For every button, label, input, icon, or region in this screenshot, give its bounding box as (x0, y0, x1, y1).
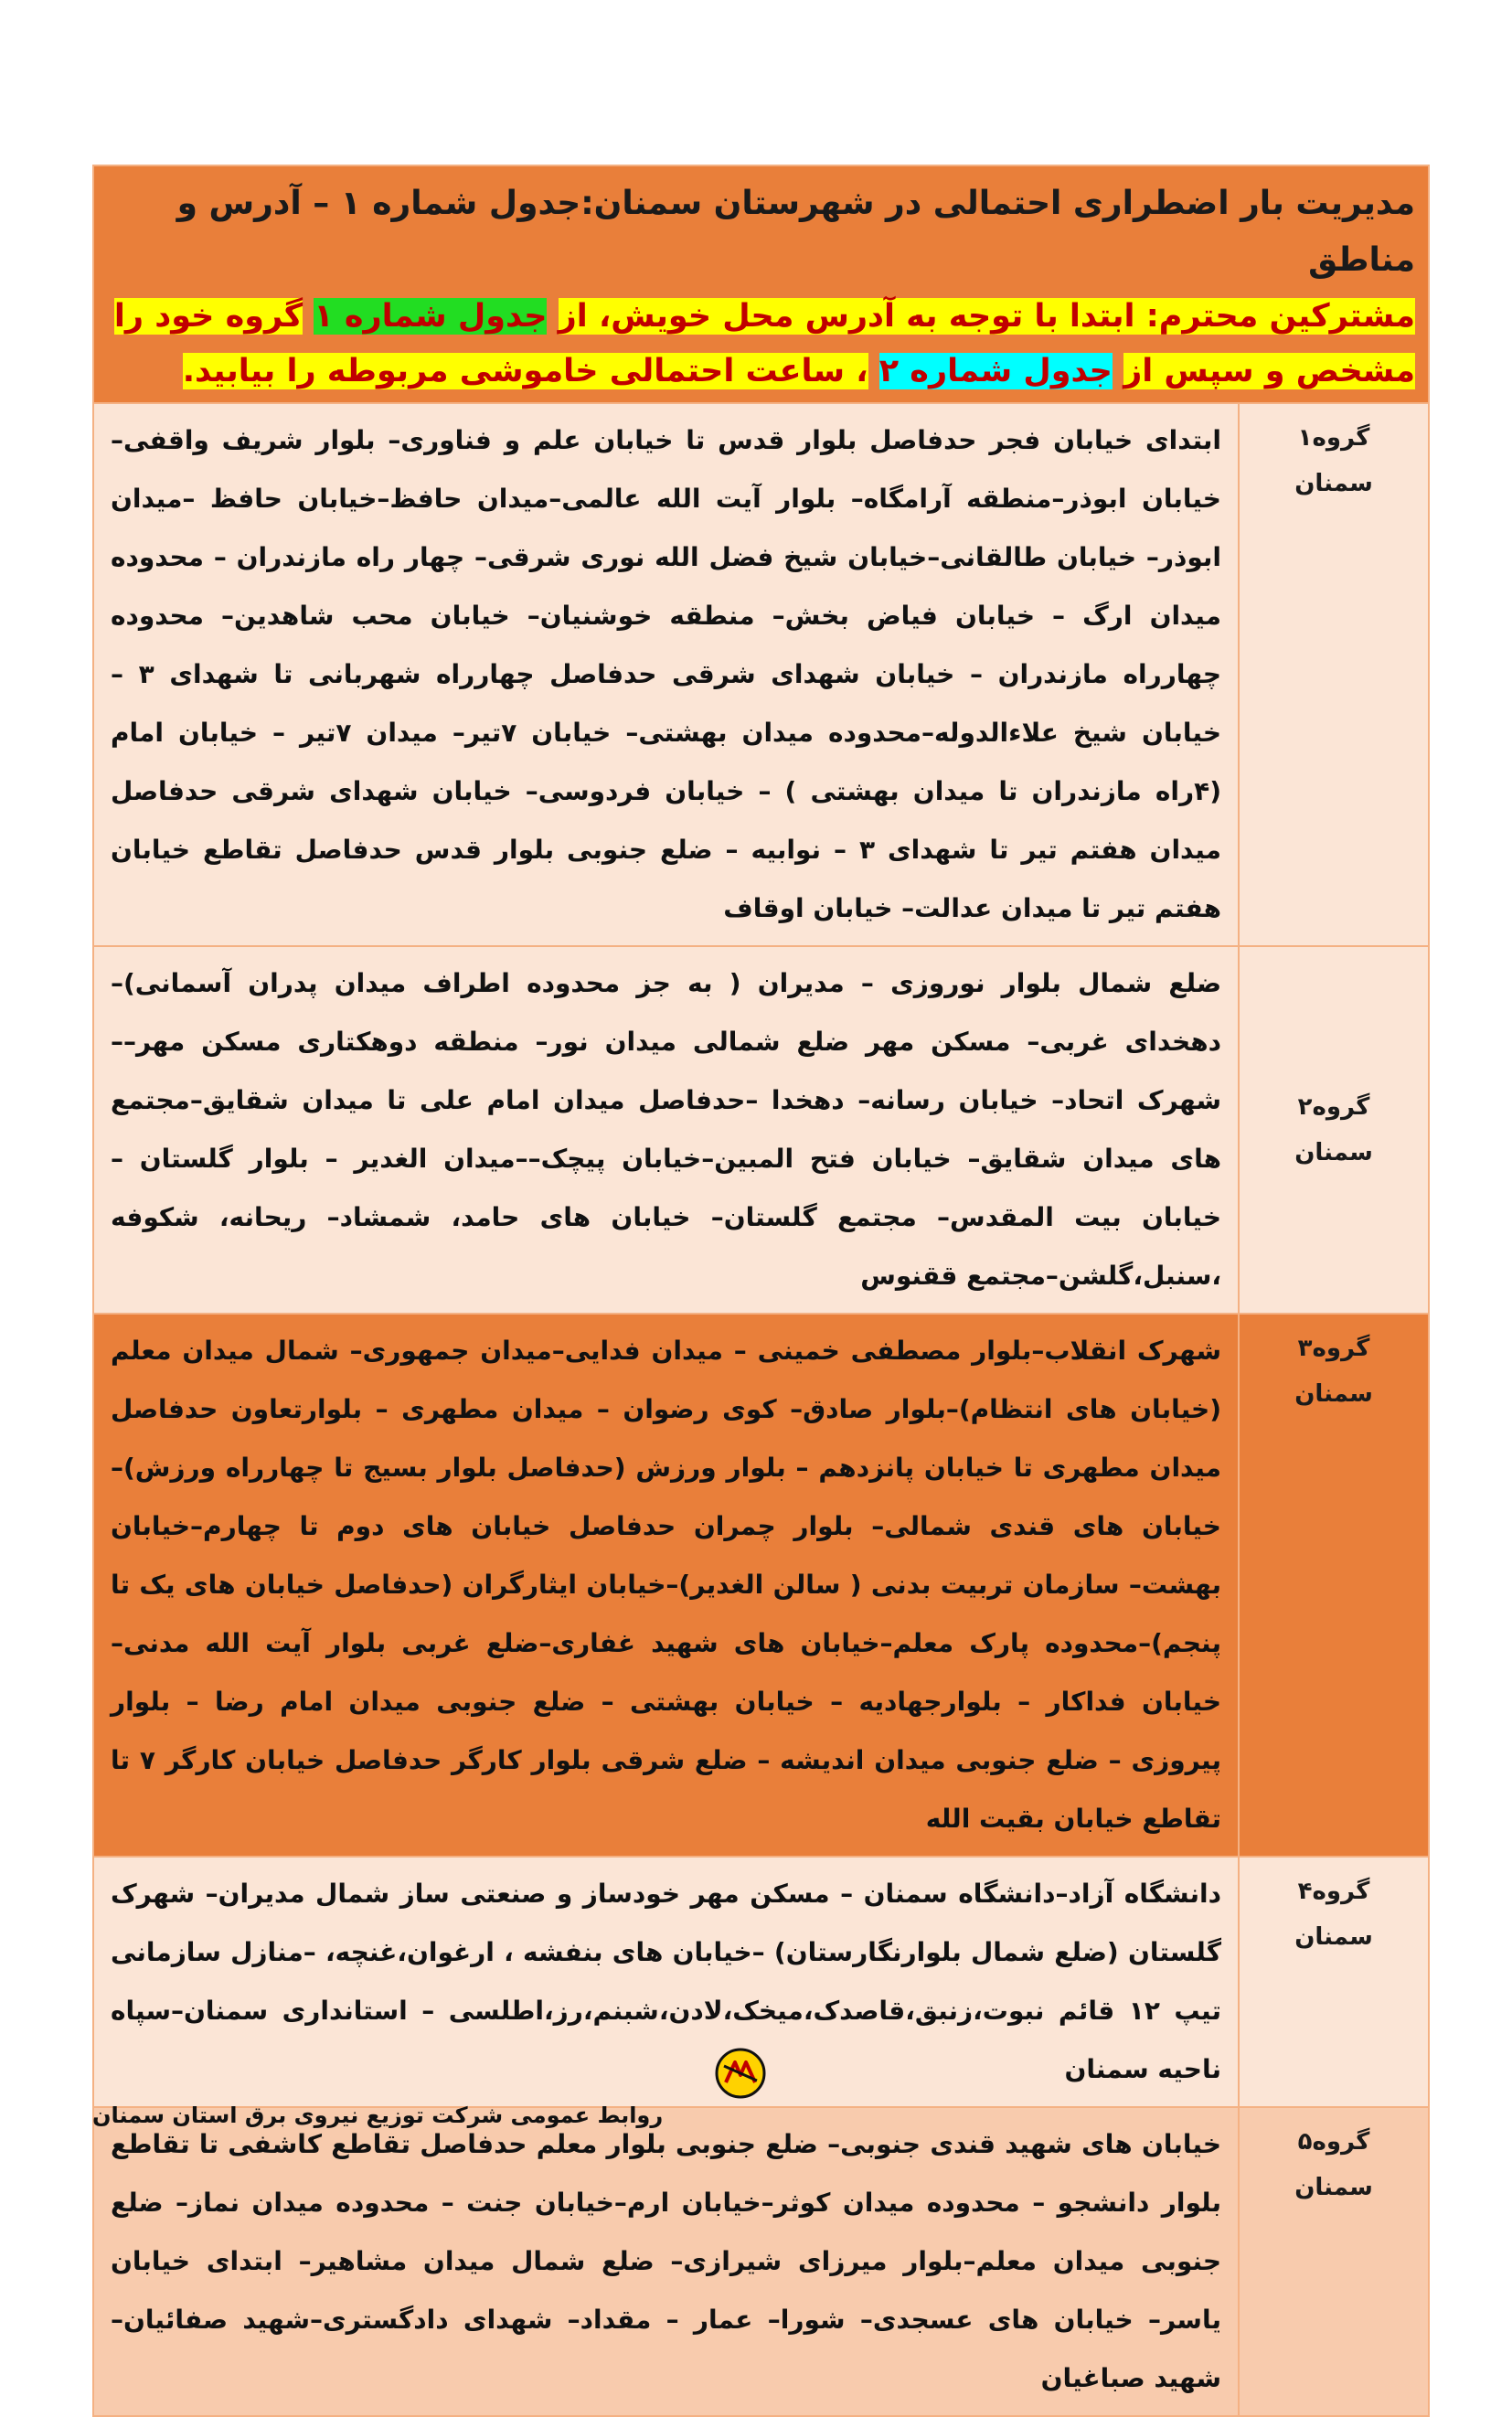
table-row (93, 2107, 1429, 2416)
group-cell (1239, 946, 1429, 1314)
notice-text (107, 289, 1415, 399)
group-label: گروه۲ (1297, 1093, 1370, 1121)
notice-table1: جدول شماره ۱ (314, 298, 548, 335)
notice-part2: گروه خود را مشخص و سپس از (113, 298, 1415, 389)
address-cell: ضلع شمال بلوار نوروزی – مدیران ( به جز محدوده اطراف میدان پدران آسمانی)– دهخدای غربی– مسکن مهر ضلع شمالی میدان نور– منطقه دوهکتاری مسکن مهر–– شهرک اتحاد– خیابان رسانه– دهخدا –حدفاصل میدان امام علی تا میدان شقایق–مجتمع های میدان شقایق– خیابان فتح المبین–خیابان پیچک––میدان الغدیر – بلوار گلستان – خیابان بیت المقدس– مجتمع گلستان– خیابان های حامد، شمشاد– ریحانه، شکوفه ،سنبل،گلشن–مجتمع ققنوس (93, 946, 1239, 1314)
group-city: سمنان (1294, 1380, 1373, 1408)
footer-org: روابط عمومی شرکت توزیع نیروی برق استان سمنان (92, 2103, 664, 2128)
table-row (93, 1314, 1429, 1857)
group-city: سمنان (1294, 1923, 1373, 1951)
address-cell: دانشگاه آزاد–دانشگاه سمنان – مسکن مهر خودساز و صنعتی ساز شمال مدیران– شهرک گلستان (ضلع شمال بلوارنگارستان) –خیابان های بنفشه ، ارغوان،غنچه، –منازل سازمانی تیپ ۱۲ قائم نبوت،زنبق،قاصدک،میخک،لادن،شبنم،رز،اطلسی – استانداری سمنان–سپاه ناحیه سمنان (93, 1857, 1239, 2107)
group-label: گروه۴ (1297, 1878, 1370, 1905)
company-logo (715, 2048, 766, 2099)
group-city: سمنان (1294, 1139, 1373, 1166)
address-cell: خیابان های شهید قندی جنوبی– ضلع جنوبی بلوار معلم حدفاصل تقاطع کاشفی تا تقاطع بلوار دانشجو – محدوده میدان کوثر–خیابان ارم–خیابان جنت – محدوده میدان نماز– ضلع جنوبی میدان معلم–بلوار میرزای شیرازی– ضلع شمال میدان مشاهیر– ابتدای خیابان یاسر– خیابان های عسجدی– شورا– عمار – مقداد– شهدای دادگستری–شهید صفائیان– شهید صباغیان (93, 2107, 1239, 2416)
group-cell (1239, 403, 1429, 946)
page-title: مدیریت بار اضطراری احتمالی در شهرستان سمنان:جدول شماره ۱ – آدرس و مناطق (176, 185, 1415, 279)
notice-table2: جدول شماره ۲ (878, 353, 1113, 389)
table-row (93, 403, 1429, 946)
group-cell (1239, 2107, 1429, 2416)
group-label: گروه۱ (1297, 424, 1370, 452)
table-row (93, 946, 1429, 1314)
address-cell: شهرک انقلاب–بلوار مصطفی خمینی – میدان فدایی–میدان جمهوری– شمال میدان معلم (خیابان های انتظام)–بلوار صادق– کوی رضوان – میدان مطهری – بلوارتعاون حدفاصل میدان مطهری تا خیابان پانزدهم – بلوار ورزش (حدفاصل بلوار بسیج تا چهارراه ورزش)– خیابان های قندی شمالی– بلوار چمران حدفاصل خیابان های دوم تا چهارم–خیابان بهشت– سازمان تربیت بدنی ( سالن الغدیر)–خیابان ایثارگران (حدفاصل خیابان های یک تا پنجم)–محدوده پارک معلم–خیابان های شهید غفاری–ضلع غربی بلوار آیت الله مدنی–خیابان فداکار – بلوارجهادیه – خیابان بهشتی – ضلع جنوبی میدان امام رضا – بلوار پیروزی – ضلع جنوبی میدان اندیشه – ضلع شرقی بلوار کارگر حدفاصل خیابان کارگر ۷ تا تقاطع خیابان بقیت الله (93, 1314, 1239, 1857)
group-cell (1239, 1314, 1429, 1857)
group-city: سمنان (1294, 470, 1373, 497)
group-label: گروه۳ (1297, 1335, 1370, 1362)
group-city: سمنان (1294, 2174, 1373, 2201)
group-cell (1239, 1857, 1429, 2107)
notice-part1: مشترکین محترم: ابتدا با توجه به آدرس محل خویش، از (558, 298, 1415, 335)
group-label: گروه۵ (1297, 2128, 1370, 2156)
table-header (93, 165, 1429, 403)
notice-part3: ، ساعت احتمالی خاموشی مربوطه را بیابید. (182, 353, 868, 389)
address-cell: ابتدای خیابان فجر حدفاصل بلوار قدس تا خیابان علم و فناوری– بلوار شریف واقفی–خیابان ابوذر–منطقه آرامگاه– بلوار آیت الله عالمی–میدان حافظ–خیابان حافظ –میدان ابوذر– خیابان طالقانی–خیابان شیخ فضل الله نوری شرقی– چهار راه مازندران – محدوده میدان ارگ – خیابان فیاض بخش– منطقه خوشنیان– خیابان محب شاهدین– محدوده چهارراه مازندران – خیابان شهدای شرقی حدفاصل چهارراه شهربانی تا شهدای ۳ – خیابان شیخ علاءالدوله–محدوده میدان بهشتی– خیابان ۷تیر– میدان ۷تیر – خیابان امام (۴راه مازندران تا میدان بهشتی ) – خیابان فردوسی– خیابان شهدای شرقی حدفاصل میدان هفتم تیر تا شهدای ۳ – نوابیه – ضلع جنوبی بلوار قدس حدفاصل تقاطع خیابان هفتم تیر تا میدان عدالت– خیابان اوقاف (93, 403, 1239, 946)
